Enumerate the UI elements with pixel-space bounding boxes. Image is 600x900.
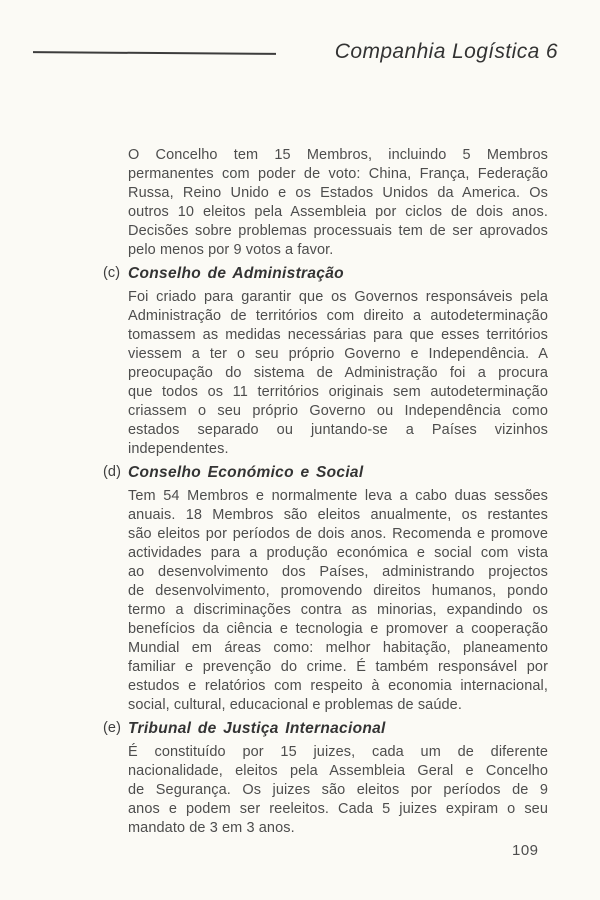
text-line: anos e podem ser reeleitos. Cada 5 juizes expiram o seu bbox=[128, 801, 548, 817]
text-line: viessem a ter o seu próprio Governo e Independência. A bbox=[128, 346, 548, 362]
intro-paragraph bbox=[128, 146, 548, 260]
section-e bbox=[103, 719, 548, 838]
section-body bbox=[128, 743, 548, 838]
section-heading-row bbox=[103, 463, 548, 482]
text-line: social, cultural, educacional e problemas de saúde. bbox=[128, 697, 462, 713]
text-line: criassem o seu próprio Governo ou Independência como bbox=[128, 403, 548, 419]
section-label: (e) bbox=[103, 720, 122, 736]
text-line: são eleitos por períodos de dois anos. Recomenda e promove bbox=[128, 526, 548, 542]
section-heading: Conselho Económico e Social bbox=[128, 464, 364, 481]
text-line: actividades para a produção económica e social com vista bbox=[128, 545, 548, 561]
section-body bbox=[128, 288, 548, 459]
text-line: Russa, Reino Unido e os Estados Unidos da America. Os bbox=[128, 185, 548, 201]
text-line: Administração de territórios com direito a autodeterminação bbox=[128, 308, 548, 324]
text-line: estudos e relatórios com respeito à economia internacional, bbox=[128, 678, 548, 694]
text-line: mandato de 3 em 3 anos. bbox=[128, 820, 295, 836]
text-line: permanentes com poder de voto: China, França, Federação bbox=[128, 166, 548, 182]
text-line: Decisões sobre problemas processuais tem de ser aprovados bbox=[128, 223, 548, 239]
page-title: Companhia Logística 6 bbox=[334, 40, 558, 63]
text-line: Tem 54 Membros e normalmente leva a cabo duas sessões bbox=[128, 488, 548, 504]
text-line: pelo menos por 9 votos a favor. bbox=[128, 242, 334, 258]
text-line: nacionalidade, eleitos pela Assembleia Geral e Concelho bbox=[128, 763, 548, 779]
section-body bbox=[128, 487, 548, 715]
text-line: de desenvolvimento, promovendo direitos humanos, pondo bbox=[128, 583, 548, 599]
section-d bbox=[103, 463, 548, 715]
section-label: (d) bbox=[103, 464, 122, 480]
text-line: familiar e prevenção do crime. É também responsável por bbox=[128, 659, 548, 675]
text-line: de Segurança. Os juizes são eleitos por períodos de 9 bbox=[128, 782, 548, 798]
section-label: (c) bbox=[103, 265, 121, 281]
section-c bbox=[103, 264, 548, 459]
page-content bbox=[103, 146, 548, 838]
text-line: tomassem as medidas necessárias para que esses territórios bbox=[128, 327, 548, 343]
text-line: preocupação do sistema de Administração foi a procura bbox=[128, 365, 548, 381]
text-line: benefícios da ciência e tecnologia e promover a cooperação bbox=[128, 621, 548, 637]
page-number: 109 bbox=[512, 842, 539, 859]
text-line: ao desenvolvimento dos Países, administrando projectos bbox=[128, 564, 548, 580]
section-heading: Conselho de Administração bbox=[128, 265, 344, 282]
text-line: estados separado ou juntando-se a Países vizinhos bbox=[128, 422, 548, 438]
text-line: O Concelho tem 15 Membros, incluindo 5 Membros bbox=[128, 147, 548, 163]
header-rule bbox=[33, 51, 276, 55]
text-line: termo a discriminações contra as minorias, expandindo os bbox=[128, 602, 548, 618]
text-line: É constituído por 15 juizes, cada um de diferente bbox=[128, 744, 548, 760]
section-heading-row bbox=[103, 264, 548, 283]
text-line: Foi criado para garantir que os Governos responsáveis pela bbox=[128, 289, 548, 305]
section-heading-row bbox=[103, 719, 548, 738]
text-line: que todos os 11 territórios originais sem autodeterminação bbox=[128, 384, 548, 400]
section-heading: Tribunal de Justiça Internacional bbox=[128, 720, 386, 737]
text-line: outros 10 eleitos pela Assembleia por ciclos de dois anos. bbox=[128, 204, 548, 220]
text-line: independentes. bbox=[128, 441, 229, 457]
text-line: Mundial em áreas como: melhor habitação, planeamento bbox=[128, 640, 548, 656]
text-line: anuais. 18 Membros são eleitos anualmente, os restantes bbox=[128, 507, 548, 523]
